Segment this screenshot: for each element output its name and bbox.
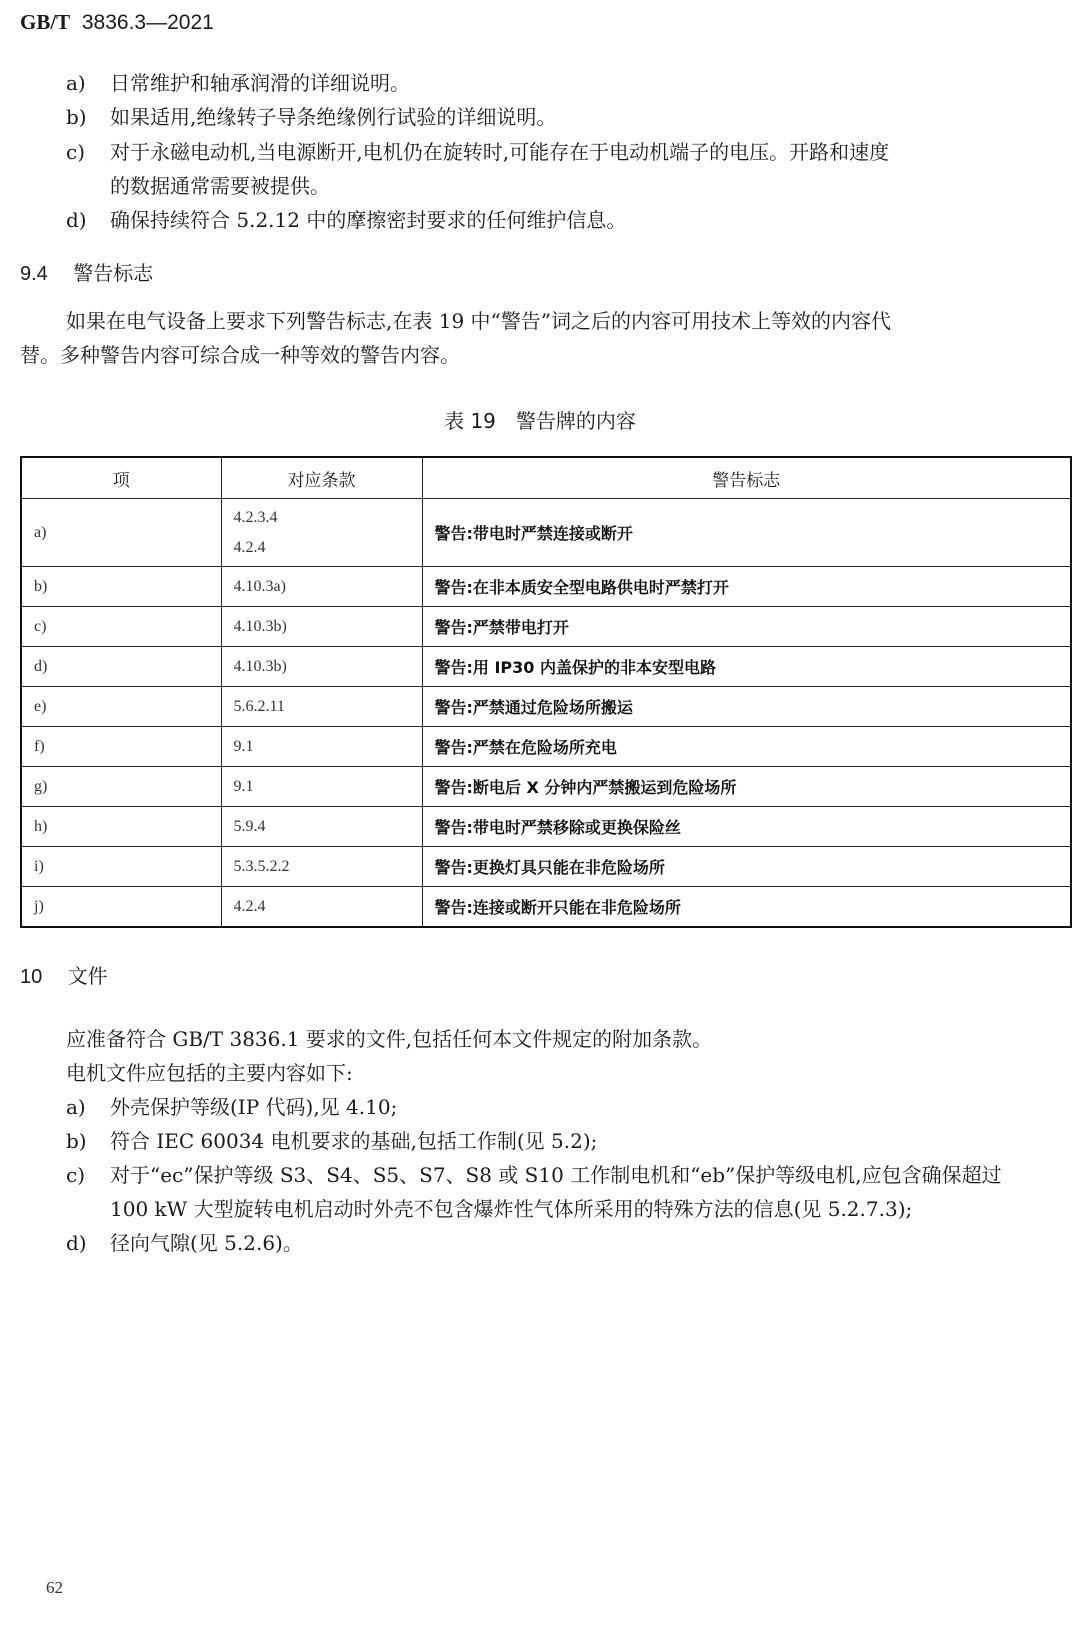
sign-cell: 警告:严禁带电打开 (422, 607, 1071, 647)
page-number: 62 (46, 1578, 63, 1597)
list-text: 对于“ec”保护等级 S3、S4、S5、S7、S8 或 S10 工作制电机和“eb”保护等级电机,应包含确保超过 (110, 1163, 1002, 1187)
clause-cell: 4.10.3a) (221, 567, 422, 607)
item-cell: b) (21, 567, 221, 607)
item-cell: h) (21, 807, 221, 847)
clause-cell: 4.10.3b) (221, 647, 422, 687)
list-item (66, 1092, 397, 1122)
section-title: 文件 (67, 964, 108, 988)
list-marker: d) (66, 208, 87, 232)
list-item (66, 1160, 1002, 1190)
list-marker: b) (66, 1129, 87, 1153)
column-header: 项 (21, 457, 221, 499)
section-number: 9.4 (20, 263, 48, 285)
list-marker: b) (66, 105, 87, 129)
list-item (66, 205, 626, 235)
clause-cell (221, 499, 422, 567)
sign-cell: 警告:严禁通过危险场所搬运 (422, 687, 1071, 727)
paragraph-line: 如果在电气设备上要求下列警告标志,在表 19 中“警告”词之后的内容可用技术上等效的内容代 (66, 309, 891, 333)
table-row (21, 687, 1071, 727)
sign-cell: 警告:严禁在危险场所充电 (422, 727, 1071, 767)
list-text-continuation: 100 kW 大型旋转电机启动时外壳不包含爆炸性气体所采用的特殊方法的信息(见 5.2.7.3); (110, 1197, 913, 1221)
list-marker: d) (66, 1231, 87, 1255)
list-marker: c) (66, 1163, 86, 1187)
table-row (21, 807, 1071, 847)
item-cell: f) (21, 727, 221, 767)
item-cell: d) (21, 647, 221, 687)
sign-cell: 警告:在非本质安全型电路供电时严禁打开 (422, 567, 1071, 607)
table-row (21, 767, 1071, 807)
sign-cell: 警告:连接或断开只能在非危险场所 (422, 887, 1071, 928)
list-item (66, 1126, 597, 1156)
paragraph-line: 电机文件应包括的主要内容如下: (66, 1061, 353, 1085)
list-text: 如果适用,绝缘转子导条绝缘例行试验的详细说明。 (110, 105, 557, 129)
standard-code: 3836.3—2021 (81, 11, 214, 34)
list-marker: c) (66, 140, 86, 164)
table-row (21, 567, 1071, 607)
document-header (20, 10, 214, 35)
paragraph-line: 应准备符合 GB/T 3836.1 要求的文件,包括任何本文件规定的附加条款。 (66, 1027, 713, 1051)
item-cell: i) (21, 847, 221, 887)
section-number: 10 (20, 966, 43, 988)
list-text: 确保持续符合 5.2.12 中的摩擦密封要求的任何维护信息。 (110, 208, 627, 232)
table-row (21, 727, 1071, 767)
list-item (66, 68, 410, 98)
warning-table (20, 456, 1072, 928)
list-item (66, 137, 889, 167)
item-cell: e) (21, 687, 221, 727)
list-text: 符合 IEC 60034 电机要求的基础,包括工作制(见 5.2); (110, 1129, 598, 1153)
clause-cell: 9.1 (221, 727, 422, 767)
section-heading-9-4 (20, 257, 153, 286)
table-row (21, 499, 1071, 567)
clause-cell: 5.9.4 (221, 807, 422, 847)
list-text-continuation: 的数据通常需要被提供。 (110, 174, 330, 198)
list-text: 日常维护和轴承润滑的详细说明。 (110, 71, 410, 95)
standard-prefix: GB/T (20, 10, 71, 34)
table-row (21, 887, 1071, 928)
table-row (21, 847, 1071, 887)
list-item (66, 102, 556, 132)
section-title: 警告标志 (73, 261, 154, 285)
clause-text: 4.2.3.4 (233, 508, 278, 526)
list-text: 外壳保护等级(IP 代码),见 4.10; (110, 1095, 398, 1119)
item-cell: a) (21, 499, 221, 567)
column-header: 警告标志 (422, 457, 1071, 499)
section-heading-10 (20, 960, 108, 989)
column-header: 对应条款 (221, 457, 422, 499)
clause-cell: 4.2.4 (221, 887, 422, 928)
paragraph-line: 替。多种警告内容可综合成一种等效的警告内容。 (20, 343, 460, 367)
sign-cell: 警告:带电时严禁移除或更换保险丝 (422, 807, 1071, 847)
clause-cell: 5.6.2.11 (221, 687, 422, 727)
item-cell: j) (21, 887, 221, 928)
list-text: 径向气隙(见 5.2.6)。 (110, 1231, 303, 1255)
sign-cell: 警告:更换灯具只能在非危险场所 (422, 847, 1071, 887)
list-marker: a) (66, 71, 86, 95)
sign-cell: 警告:用 IP30 内盖保护的非本安型电路 (422, 647, 1071, 687)
table-row (21, 607, 1071, 647)
clause-cell: 9.1 (221, 767, 422, 807)
item-cell: c) (21, 607, 221, 647)
list-text: 对于永磁电动机,当电源断开,电机仍在旋转时,可能存在于电动机端子的电压。开路和速度 (110, 140, 890, 164)
table-caption: 表 19 警告牌的内容 (444, 409, 636, 433)
item-cell: g) (21, 767, 221, 807)
clause-cell: 4.10.3b) (221, 607, 422, 647)
list-item (66, 1228, 303, 1258)
table-header-row (21, 457, 1071, 499)
sign-cell: 警告:带电时严禁连接或断开 (422, 499, 1071, 567)
clause-cell: 5.3.5.2.2 (221, 847, 422, 887)
table-row (21, 647, 1071, 687)
sign-cell: 警告:断电后 X 分钟内严禁搬运到危险场所 (422, 767, 1071, 807)
list-marker: a) (66, 1095, 86, 1119)
clause-text: 4.2.4 (233, 538, 266, 556)
